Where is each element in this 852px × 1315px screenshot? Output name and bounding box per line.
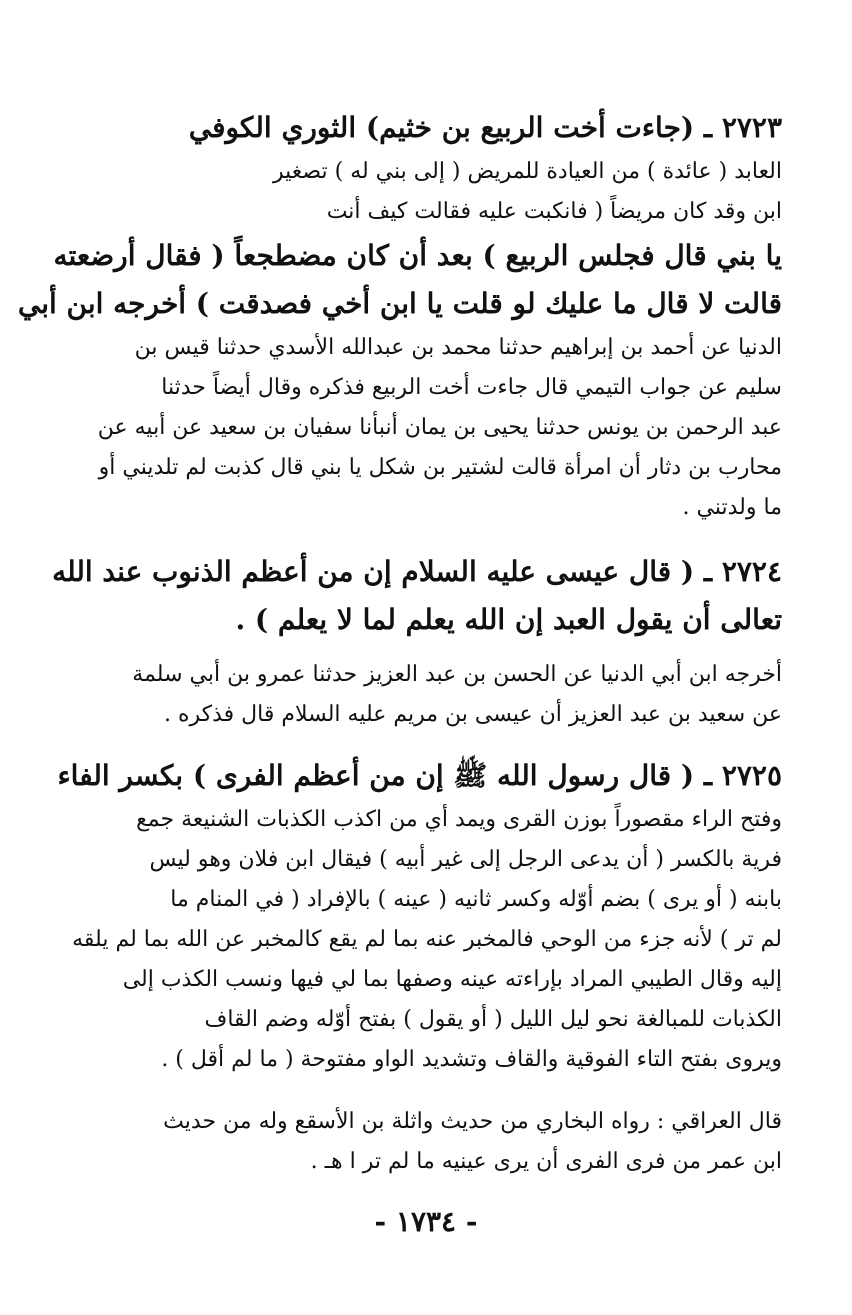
hadith-2723-line-1: ٢٧٢٣ ـ (جاءت أخت الربيع بن خثيم) الثوري الكوفي xyxy=(188,111,782,144)
hadith-2723-line-7: سليم عن جواب التيمي قال جاءت أخت الربيع فذكره وقال أيضاً حدثنا xyxy=(161,375,782,400)
hadith-2723-line-6: الدنيا عن أحمد بن إبراهيم حدثنا محمد بن عبدالله الأسدي حدثنا قيس بن xyxy=(134,335,782,360)
iraqi-note-line-1: قال العراقي : رواه البخاري من حديث واثلة بن الأسقع وله من حديث xyxy=(163,1109,782,1134)
iraqi-note xyxy=(100,1102,782,1182)
hadith-2724-commentary-line-1: أخرجه ابن أبي الدنيا عن الحسن بن عبد العزيز حدثنا عمرو بن أبي سلمة xyxy=(132,662,782,687)
hadith-2725-line-5: لم تر ) لأنه جزء من الوحي فالمخبر عنه بما لم يقع كالمخبر عن الله بما لم يلقه xyxy=(72,927,782,952)
hadith-2724-commentary xyxy=(100,655,782,735)
hadith-2724-commentary-line-2: عن سعيد بن عبد العزيز أن عيسى بن مريم عليه السلام قال فذكره . xyxy=(163,702,782,727)
hadith-2723-line-3: ابن وقد كان مريضاً ( فانكبت عليه فقالت كيف أنت xyxy=(326,199,782,224)
hadith-2724 xyxy=(52,548,782,644)
hadith-2723-line-8: عبد الرحمن بن يونس حدثنا يحيى بن يمان أنبأنا سفيان بن سعيد عن أبيه عن xyxy=(97,415,782,440)
hadith-2724-line-2: تعالى أن يقول العبد إن الله يعلم لما لا يعلم ) . xyxy=(235,603,782,636)
hadith-2723-line-10: ما ولدتني . xyxy=(682,495,782,520)
hadith-2725-line-7: الكذبات للمبالغة نحو ليل الليل ( أو يقول ) بفتح أوّله وضم القاف xyxy=(204,1007,782,1032)
hadith-2725-line-1: ٢٧٢٥ ـ ( قال رسول الله ﷺ إن من أعظم الفرى ) بكسر الفاء xyxy=(57,759,782,792)
hadith-2723-line-5: قالت لا قال ما عليك لو قلت يا ابن أخي فصدقت ) أخرجه ابن أبي xyxy=(17,287,782,320)
hadith-2724-line-1: ٢٧٢٤ ـ ( قال عيسى عليه السلام إن من أعظم الذنوب عند الله xyxy=(52,555,782,588)
hadith-2723-line-9: محارب بن دثار أن امرأة قالت لشتير بن شكل يا بني قال كذبت لم تلديني أو xyxy=(98,455,782,480)
hadith-2723 xyxy=(17,104,782,528)
hadith-2725-line-2: وفتح الراء مقصوراً بوزن القرى ويمد أي من اكذب الكذبات الشنيعة جمع xyxy=(136,807,782,832)
hadith-2725-line-6: إليه وقال الطيبي المراد بإراءته عينه وصفها بما لي فيها ونسب الكذب إلى xyxy=(122,967,782,992)
hadith-2725-line-8: ويروى بفتح التاء الفوقية والقاف وتشديد الواو مفتوحة ( ما لم أقل ) . xyxy=(161,1047,782,1072)
hadith-2725 xyxy=(57,752,782,1080)
hadith-2723-line-4: يا بني قال فجلس الربيع ) بعد أن كان مضطجعاً ( فقال أرضعته xyxy=(53,239,782,272)
iraqi-note-line-2: ابن عمر من فرى الفرى أن يرى عينيه ما لم تر ا هـ . xyxy=(310,1149,782,1174)
hadith-2725-line-3: فرية بالكسر ( أن يدعى الرجل إلى غير أبيه ) فيقال ابن فلان وهو ليس xyxy=(149,847,782,872)
page-number: - ١٧٣٤ - xyxy=(374,1205,478,1238)
hadith-2725-line-4: بابنه ( أو يرى ) بضم أوّله وكسر ثانيه ( عينه ) بالإفراد ( في المنام ما xyxy=(170,887,782,912)
hadith-2723-line-2: العابد ( عائدة ) من العيادة للمريض ( إلى بني له ) تصغير xyxy=(273,159,782,184)
